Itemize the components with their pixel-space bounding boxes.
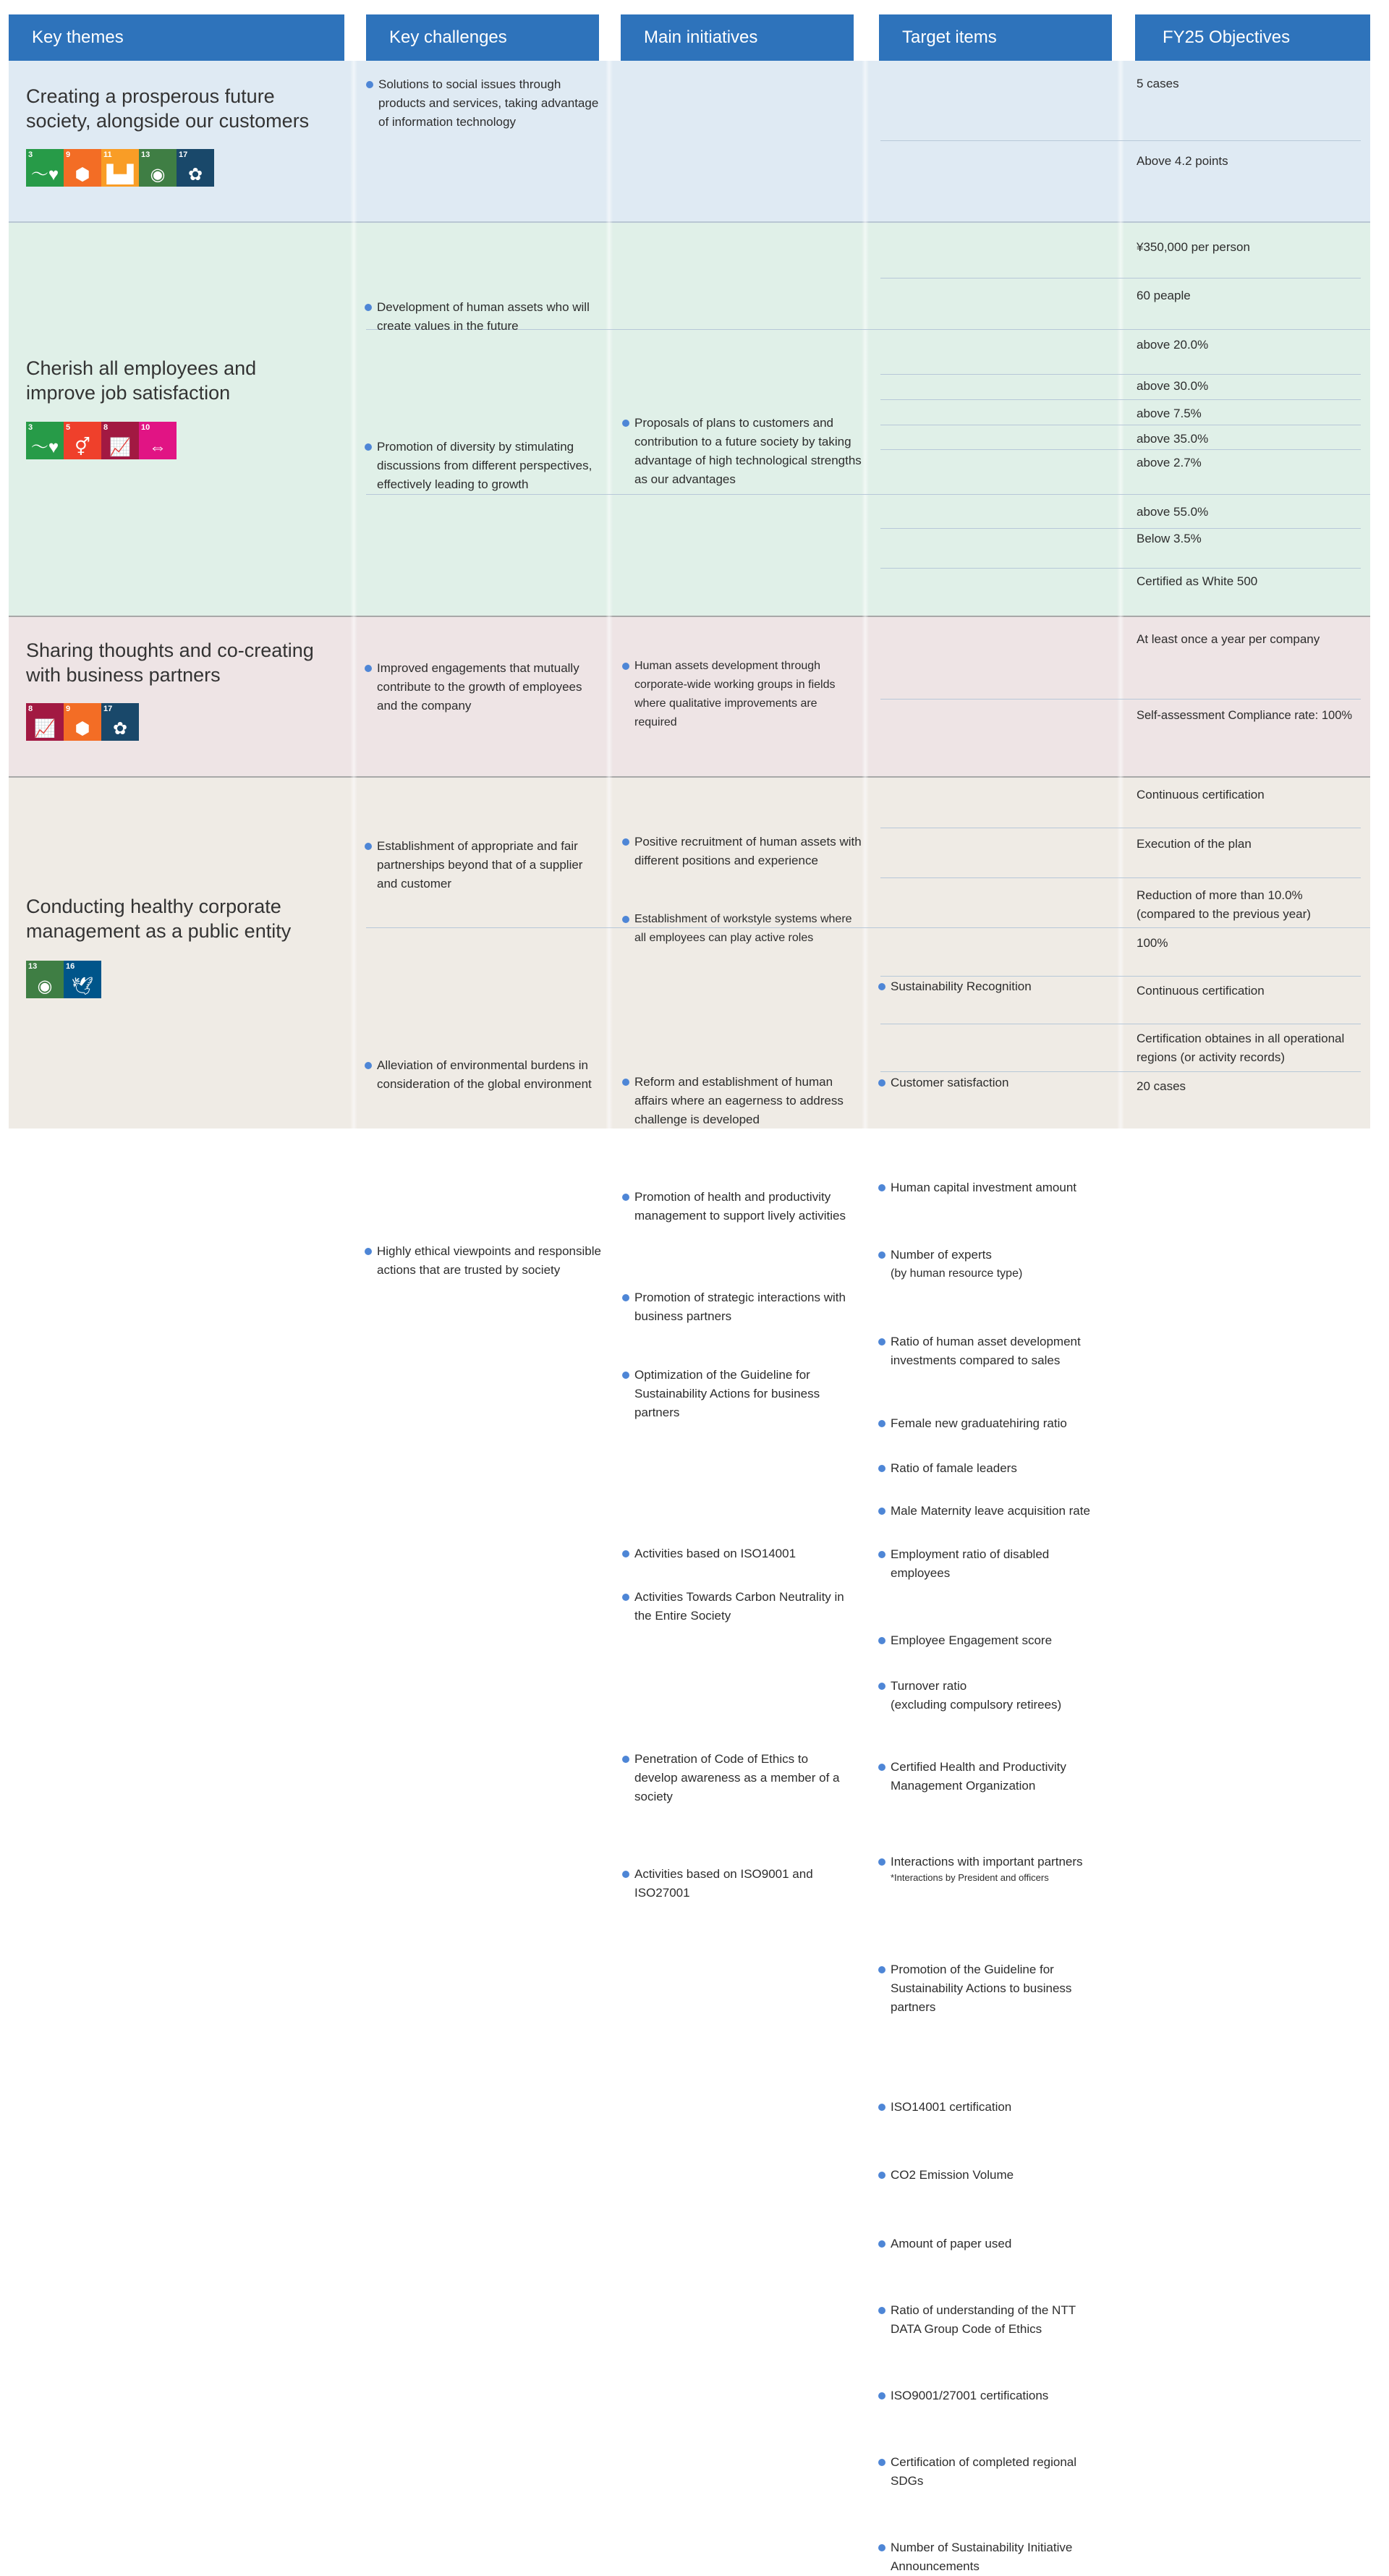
- objective-value: Above 4.2 points: [1137, 154, 1228, 168]
- initiative-item: Penetration of Code of Ethics to develop awareness as a member of a society: [622, 1750, 851, 1806]
- row-divider: [9, 616, 1370, 617]
- target-item: Certified Health and Productivity Management Organization: [878, 1758, 1100, 1795]
- objective-value: Reduction of more than 10.0% (compared to the previous year): [1137, 888, 1311, 921]
- initiative-item: Promotion of strategic interactions with business partners: [622, 1288, 863, 1326]
- initiative-item: Establishment of workstyle systems where all employees can play active roles: [622, 910, 866, 948]
- target-item: Male Maternity leave acquisition rate: [878, 1502, 1122, 1521]
- objective-value: above 7.5%: [1137, 407, 1202, 420]
- initiative-item: Reform and establishment of human affairs where an eagerness to address challenge is developed: [622, 1073, 863, 1129]
- challenge-item: Promotion of diversity by stimulating discussions from different perspectives, effectively leading to growth: [365, 438, 608, 494]
- column-gap: [1117, 0, 1124, 1128]
- target-item: Promotion of the Guideline for Sustainability Actions to business partners: [878, 1960, 1100, 2017]
- theme-customers: Creating a prosperous future society, alongside our customers: [26, 85, 310, 132]
- sdg-icons-management: [26, 961, 101, 998]
- target-divider: [880, 399, 1361, 400]
- challenge-divider: [366, 494, 1370, 495]
- header-target-items: Target items: [879, 14, 1112, 61]
- initiative-item: Positive recruitment of human assets with different positions and experience: [622, 833, 866, 870]
- challenge-item: Alleviation of environmental burdens in consideration of the global environment: [365, 1056, 606, 1094]
- target-item: Employee Engagement score: [878, 1631, 1115, 1650]
- initiative-item: Human assets development through corporate-wide working groups in fields where qualitative improvements are required: [622, 657, 856, 732]
- target-item: Ratio of understanding of the NTT DATA Group Code of Ethics: [878, 2301, 1108, 2339]
- target-divider: [880, 528, 1361, 529]
- objective-value: Continuous certification: [1137, 984, 1265, 998]
- target-item: Ratio of famale leaders: [878, 1459, 1115, 1478]
- initiative-item: Proposals of plans to customers and contribution to a future society by taking advantage of high technological strengths as our advantages: [622, 414, 865, 489]
- sdg-17-flower-icon: 17 ✿: [101, 703, 139, 741]
- target-item: CO2 Emission Volume: [878, 2166, 1115, 2185]
- objective-value: 20 cases: [1137, 1079, 1186, 1093]
- objective-value: At least once a year per company: [1137, 632, 1320, 646]
- objective-value: above 20.0%: [1137, 338, 1209, 352]
- target-item: ISO14001 certification: [878, 2098, 1115, 2117]
- target-item: Sustainability Recognition: [878, 977, 1115, 996]
- row-divider: [9, 221, 1370, 223]
- objective-value: above 2.7%: [1137, 456, 1202, 469]
- header-key-themes: Key themes: [9, 14, 344, 61]
- row-divider: [9, 776, 1370, 778]
- sdg-10-equality-icon: 10 ⇔: [139, 422, 177, 459]
- challenge-item: Highly ethical viewpoints and responsible actions that are trusted by society: [365, 1242, 606, 1280]
- header-main-initiatives: Main initiatives: [621, 14, 854, 61]
- initiative-item: Activities based on ISO9001 and ISO27001: [622, 1865, 851, 1903]
- sdg-13-eye-icon: 13 ◉: [26, 961, 64, 998]
- challenge-item: Improved engagements that mutually contribute to the growth of employees and the company: [365, 659, 606, 715]
- target-item: Turnover ratio (excluding compulsory retirees): [878, 1677, 1115, 1714]
- target-item: Employment ratio of disabled employees: [878, 1545, 1093, 1583]
- objective-value: Certification obtaines in all operational regions (or activity records): [1137, 1032, 1345, 1064]
- theme-partners: Sharing thoughts and co-creating with business partners: [26, 639, 314, 686]
- sdg-9-cubes-icon: 9 ⬢: [64, 703, 101, 741]
- sdg-16-dove-icon: 16 🕊: [64, 961, 101, 998]
- header-key-challenges: Key challenges: [366, 14, 599, 61]
- target-item: Number of Sustainability Initiative Announcements: [878, 2538, 1100, 2576]
- target-divider: [880, 976, 1361, 977]
- sdg-icons-employees: [26, 422, 177, 459]
- sdg-9-cubes-icon: 9 ⬢: [64, 149, 101, 187]
- target-item: Certification of completed regional SDGs: [878, 2453, 1108, 2491]
- challenge-divider: [366, 927, 1370, 928]
- target-divider: [880, 699, 1361, 700]
- initiative-item: Promotion of health and productivity management to support lively activities: [622, 1188, 867, 1225]
- target-item: Number of experts (by human resource type): [878, 1246, 1115, 1283]
- sdg-icons-partners: [26, 703, 139, 741]
- target-item: Amount of paper used: [878, 2235, 1115, 2253]
- sdg-3-heartbeat-icon: 3 〜♥: [26, 422, 64, 459]
- objective-value: 100%: [1137, 936, 1168, 950]
- objective-value: 60 peaple: [1137, 289, 1191, 302]
- sdg-5-gender-icon: 5 ⚥: [64, 422, 101, 459]
- initiative-item: Activities based on ISO14001: [622, 1544, 863, 1563]
- sdg-17-flower-icon: 17 ✿: [177, 149, 214, 187]
- column-gap: [862, 0, 869, 1128]
- target-divider: [880, 1071, 1361, 1072]
- theme-management: Conducting healthy corporate management as a public entity: [26, 896, 292, 942]
- target-item: Human capital investment amount: [878, 1178, 1115, 1197]
- objective-value: above 55.0%: [1137, 505, 1209, 519]
- sustainability-table: [9, 14, 1370, 2573]
- challenge-item: Solutions to social issues through products and services, taking advantage of information technology: [366, 75, 604, 132]
- target-item: ISO9001/27001 certifications: [878, 2386, 1115, 2405]
- objective-value: Continuous certification: [1137, 788, 1265, 802]
- target-divider: [880, 449, 1361, 450]
- target-divider: [880, 568, 1361, 569]
- sdg-11-city-icon: 11 ▙▟: [101, 149, 139, 187]
- target-divider: [880, 374, 1361, 375]
- header-fy25-objectives: FY25 Objectives: [1135, 14, 1370, 61]
- column-gap: [606, 0, 613, 1128]
- sdg-3-heartbeat-icon: 3 〜♥: [26, 149, 64, 187]
- initiative-item: Optimization of the Guideline for Sustainability Actions for business partners: [622, 1366, 863, 1422]
- objective-value: Below 3.5%: [1137, 532, 1202, 545]
- target-item: Female new graduatehiring ratio: [878, 1414, 1115, 1433]
- objective-value: Self-assessment Compliance rate: 100%: [1137, 709, 1353, 722]
- theme-employees: Cherish all employees and improve job satisfaction: [26, 357, 257, 404]
- objective-value: above 30.0%: [1137, 379, 1209, 393]
- objective-value: 5 cases: [1137, 77, 1179, 90]
- challenge-item: Development of human assets who will create values in the future: [365, 298, 606, 336]
- target-divider: [880, 877, 1361, 878]
- challenge-item: Establishment of appropriate and fair partnerships beyond that of a supplier and customer: [365, 837, 606, 893]
- sdg-8-growth-chart-icon: 8 📈: [26, 703, 64, 741]
- sdg-8-growth-chart-icon: 8 📈: [101, 422, 139, 459]
- objective-value: Certified as White 500: [1137, 574, 1258, 588]
- target-item: Customer satisfaction: [878, 1074, 1115, 1092]
- objective-value: Execution of the plan: [1137, 837, 1252, 851]
- initiative-item: Activities Towards Carbon Neutrality in the Entire Society: [622, 1588, 863, 1625]
- objective-value: ¥350,000 per person: [1137, 240, 1250, 254]
- objective-value: above 35.0%: [1137, 432, 1209, 446]
- target-divider: [880, 140, 1361, 141]
- target-divider: [880, 278, 1361, 279]
- sdg-13-eye-icon: 13 ◉: [139, 149, 177, 187]
- target-item: Interactions with important partners *Interactions by President and officers: [878, 1853, 1122, 1884]
- target-item: Ratio of human asset development investments compared to sales: [878, 1332, 1115, 1370]
- column-gap: [350, 0, 357, 1128]
- sdg-icons-customers: [26, 149, 214, 187]
